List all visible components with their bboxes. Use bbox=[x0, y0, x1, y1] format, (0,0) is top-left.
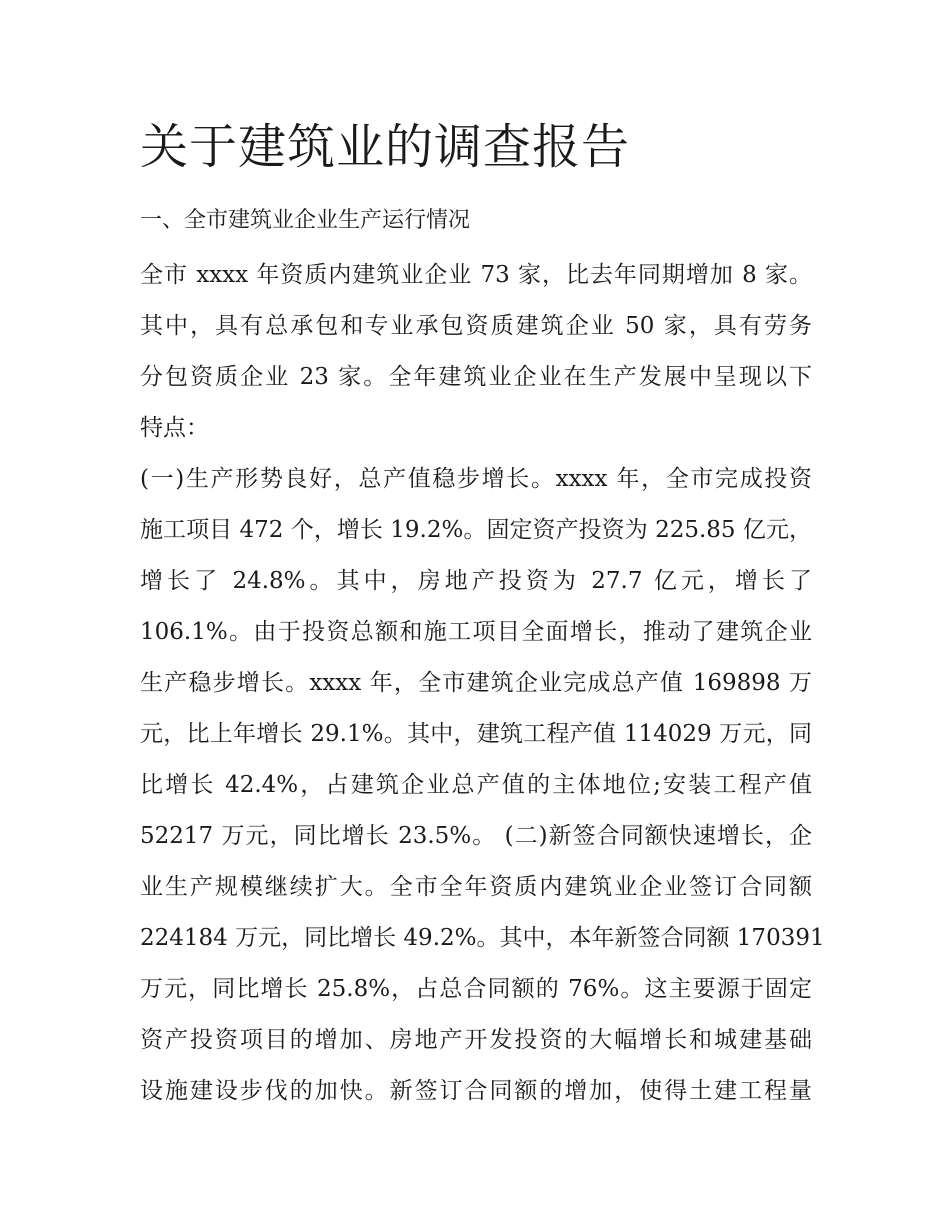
text-line: 224184 万元，同比增长 49.2%。其中，本年新签合同额 170391 bbox=[140, 925, 825, 951]
text-line: 特点： bbox=[140, 415, 209, 441]
section-heading: 一、全市建筑业企业生产运行情况 bbox=[140, 208, 471, 233]
document-title: 关于建筑业的调查报告 bbox=[140, 119, 631, 175]
text-line: 万元，同比增长 25.8%，占总合同额的 76%。这主要源于固定 bbox=[140, 976, 812, 1002]
text-line: 分包资质企业 23 家。全年建筑业企业在生产发展中呈现以下 bbox=[140, 364, 812, 390]
text-line: 设施建设步伐的加快。新签订合同额的增加，使得土建工程量 bbox=[140, 1078, 812, 1104]
text-line: (一)生产形势良好，总产值稳步增长。xxxx 年，全市完成投资 bbox=[140, 466, 812, 492]
text-line: 其中，具有总承包和专业承包资质建筑企业 50 家，具有劳务 bbox=[140, 313, 812, 339]
text-line: 全市 xxxx 年资质内建筑业企业 73 家，比去年同期增加 8 家。 bbox=[140, 262, 812, 288]
body-text bbox=[140, 250, 825, 1117]
text-line: 52217 万元，同比增长 23.5%。 (二)新签合同额快速增长，企 bbox=[140, 823, 812, 849]
text-line: 106.1%。由于投资总额和施工项目全面增长，推动了建筑企业 bbox=[140, 619, 812, 645]
text-line: 元，比上年增长 29.1%。其中，建筑工程产值 114029 万元，同 bbox=[140, 721, 812, 747]
document-page bbox=[140, 112, 825, 1117]
text-line: 增长了 24.8%。其中，房地产投资为 27.7 亿元，增长了 bbox=[140, 568, 812, 594]
text-line: 比增长 42.4%，占建筑企业总产值的主体地位;安装工程产值 bbox=[140, 772, 812, 798]
text-line: 生产稳步增长。xxxx 年，全市建筑企业完成总产值 169898 万 bbox=[140, 670, 812, 696]
text-line: 施工项目 472 个，增长 19.2%。固定资产投资为 225.85 亿元， bbox=[140, 517, 812, 543]
text-line: 资产投资项目的增加、房地产开发投资的大幅增长和城建基础 bbox=[140, 1027, 812, 1053]
text-line: 业生产规模继续扩大。全市全年资质内建筑业企业签订合同额 bbox=[140, 874, 812, 900]
